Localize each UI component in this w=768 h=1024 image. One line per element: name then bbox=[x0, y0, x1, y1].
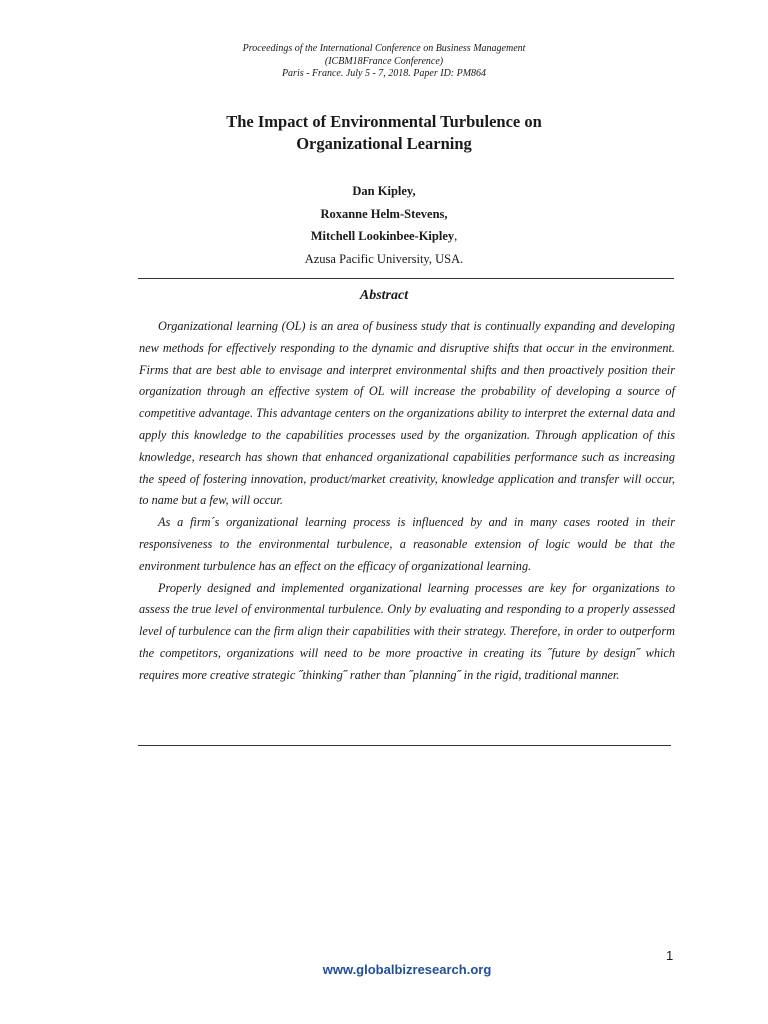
author-comma: , bbox=[454, 229, 458, 243]
top-divider bbox=[138, 278, 674, 279]
paper-title-line-1: The Impact of Environmental Turbulence on bbox=[226, 112, 542, 131]
author-name: Roxanne Helm-Stevens bbox=[320, 206, 445, 221]
author bbox=[0, 203, 768, 226]
abstract-paragraph-3: Properly designed and implemented organizational learning processes are key for organizations to assess the true level of environmental turbulence. Only by evaluating and responding to a properly assessed level of turbulence can the firm align their capabilities with their strategy. Therefore, in order to outperform the competitors, organizations will need to be more proactive in creating its ˝future by design˝ which requires more creative strategic ˝thinking˝ rather than ˝planning˝ in the rigid, traditional manner. bbox=[139, 580, 675, 682]
paper-title-line-2: Organizational Learning bbox=[296, 134, 472, 153]
abstract-body bbox=[139, 316, 675, 687]
author-comma: , bbox=[444, 206, 448, 221]
author-name: Mitchell Lookinbee-Kipley bbox=[310, 229, 455, 243]
bottom-divider bbox=[138, 745, 671, 746]
conference-header-line-1: Proceedings of the International Conference on Business Management bbox=[242, 43, 526, 54]
author-name: Dan Kipley bbox=[352, 184, 413, 198]
website-link[interactable]: www.globalbizresearch.org bbox=[322, 962, 492, 977]
author bbox=[0, 180, 768, 203]
conference-header bbox=[0, 43, 768, 81]
abstract-paragraph-2: As a firm´s organizational learning process is influenced by and in many cases rooted in their responsiveness to the environmental turbulence, a reasonable extension of logic would be that the environment turbulence has an effect on the efficacy of organizational learning. bbox=[139, 515, 675, 573]
abstract-paragraph-1: Organizational learning (OL) is an area of business study that is continually expanding and developing new methods for effectively responding to the dynamic and disruptive shifts that occur in the environment. Firms that are best able to envisage and interpret environmental shifts and then proactively position their organization through an effective system of OL will increase the probability of developing a source of competitive advantage. This advantage centers on the organizations ability to interpret the external data and apply this knowledge to the capabilities processes used by the organization. Through application of this knowledge, research has shown that enhanced organizational capabilities performance such as increasing the speed of fostering innovation, product/market creativity, knowledge application and transfer will occur, to name but a few, will occur. bbox=[139, 319, 675, 508]
page-number: 1 bbox=[666, 948, 674, 963]
paper-title bbox=[0, 111, 768, 155]
author-comma: , bbox=[412, 184, 416, 198]
author bbox=[0, 225, 768, 248]
conference-header-line-3: Paris - France. July 5 - 7, 2018. Paper ID: PM864 bbox=[281, 68, 487, 79]
affiliation: Azusa Pacific University, USA. bbox=[304, 251, 464, 266]
abstract-heading: Abstract bbox=[359, 288, 409, 303]
conference-header-line-2: (ICBM18France Conference) bbox=[324, 55, 444, 67]
author-block bbox=[0, 180, 768, 270]
